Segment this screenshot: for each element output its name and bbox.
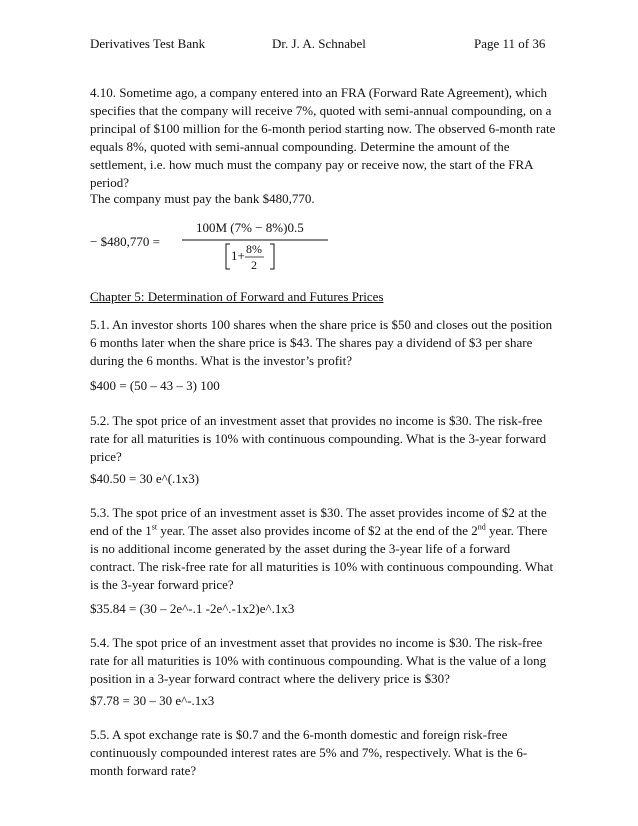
q5-3-text: year. The asset also provides income of $2 at the end of the 2 — [157, 523, 478, 538]
q5-3-line: contract. The risk-free rate for all maturities is 10% with continuous compounding. What — [90, 559, 554, 574]
q5-2-answer: $40.50 = 30 e^(.1x3) — [90, 471, 200, 486]
header-center: Dr. J. A. Schnabel — [272, 36, 366, 51]
formula-denom-den: 2 — [251, 258, 257, 272]
q5-3-line: is the 3-year forward price? — [90, 577, 234, 592]
q5-3-paragraph — [90, 504, 553, 594]
q5-2-line: price? — [90, 449, 122, 464]
q5-2-line: rate for all maturities is 10% with continuous compounding. What is the 3-year forward — [90, 431, 547, 446]
q4-10-line: equals 8%, quoted with semi-annual compounding. Determine the amount of the — [90, 139, 510, 154]
q4-10-paragraph — [90, 84, 555, 192]
q5-4-line: 5.4. The spot price of an investment asset that provides no income is $30. The risk-free — [90, 635, 543, 650]
q4-10-line: period? — [90, 175, 129, 190]
formula-denom-num: 8% — [246, 242, 262, 256]
q5-3-line: 5.3. The spot price of an investment asset is $30. The asset provides income of $2 at the — [90, 505, 547, 520]
q5-2-line: 5.2. The spot price of an investment asset that provides no income is $30. The risk-free — [90, 413, 543, 428]
q5-5-line: month forward rate? — [90, 763, 197, 778]
q5-1-paragraph — [90, 316, 552, 370]
q5-1-line: 5.1. An investor shorts 100 shares when the share price is $50 and closes out the position — [90, 317, 553, 332]
ordinal-superscript: nd — [477, 522, 486, 532]
q5-3-line: is no additional income generated by the asset during the 3-year life of a forward — [90, 541, 511, 556]
q5-3-line — [90, 522, 553, 540]
q5-4-line: rate for all maturities is 10% with continuous compounding. What is the value of a long — [90, 653, 547, 668]
q5-5-line: 5.5. A spot exchange rate is $0.7 and the 6-month domestic and foreign risk-free — [90, 727, 508, 742]
q5-4-paragraph — [90, 634, 546, 688]
q5-4-answer: $7.78 = 30 – 30 e^-.1x3 — [90, 693, 215, 708]
q5-3-text: end of the 1 — [90, 523, 152, 538]
q5-1-line: 6 months later when the share price is $43. The shares pay a dividend of $3 per share — [90, 335, 533, 350]
q5-5-line: continuously compounded interest rates are 5% and 7%, respectively. What is the 6- — [90, 745, 528, 760]
q5-3-text: year. There — [485, 523, 548, 538]
q4-10-line: specifies that the company will receive 7%, quoted with semi-annual compounding, on a — [90, 103, 552, 118]
header-right: Page 11 of 36 — [474, 36, 546, 51]
q4-10-line: settlement, i.e. how much must the company pay or receive now, the start of the FRA — [90, 157, 534, 172]
q4-10-line: principal of $100 million for the 6-month period starting now. The observed 6-month rate — [90, 121, 556, 136]
q5-2-paragraph — [90, 412, 546, 466]
q4-10-answer: The company must pay the bank $480,770. — [90, 191, 315, 206]
q5-1-answer: $400 = (50 – 43 – 3) 100 — [90, 378, 220, 393]
q5-1-line: during the 6 months. What is the investor’s profit? — [90, 353, 353, 368]
ordinal-superscript: st — [151, 522, 158, 532]
q4-10-line: 4.10. Sometime ago, a company entered into an FRA (Forward Rate Agreement), which — [90, 85, 548, 100]
formula-numerator: 100M (7% − 8%)0.5 — [196, 220, 304, 235]
q5-5-paragraph — [90, 726, 527, 780]
formula-lines — [90, 220, 330, 280]
settlement-formula — [90, 220, 330, 280]
q5-3-answer: $35.84 = (30 – 2e^-.1 -2e^.-1x2)e^.1x3 — [90, 601, 295, 616]
formula-denom-one: 1+ — [231, 248, 245, 263]
q5-4-line: position in a 3-year forward contract where the delivery price is $30? — [90, 671, 450, 686]
header-left: Derivatives Test Bank — [90, 36, 206, 51]
formula-lhs: − $480,770 = — [90, 234, 160, 249]
chapter-heading: Chapter 5: Determination of Forward and Futures Prices — [90, 289, 384, 304]
